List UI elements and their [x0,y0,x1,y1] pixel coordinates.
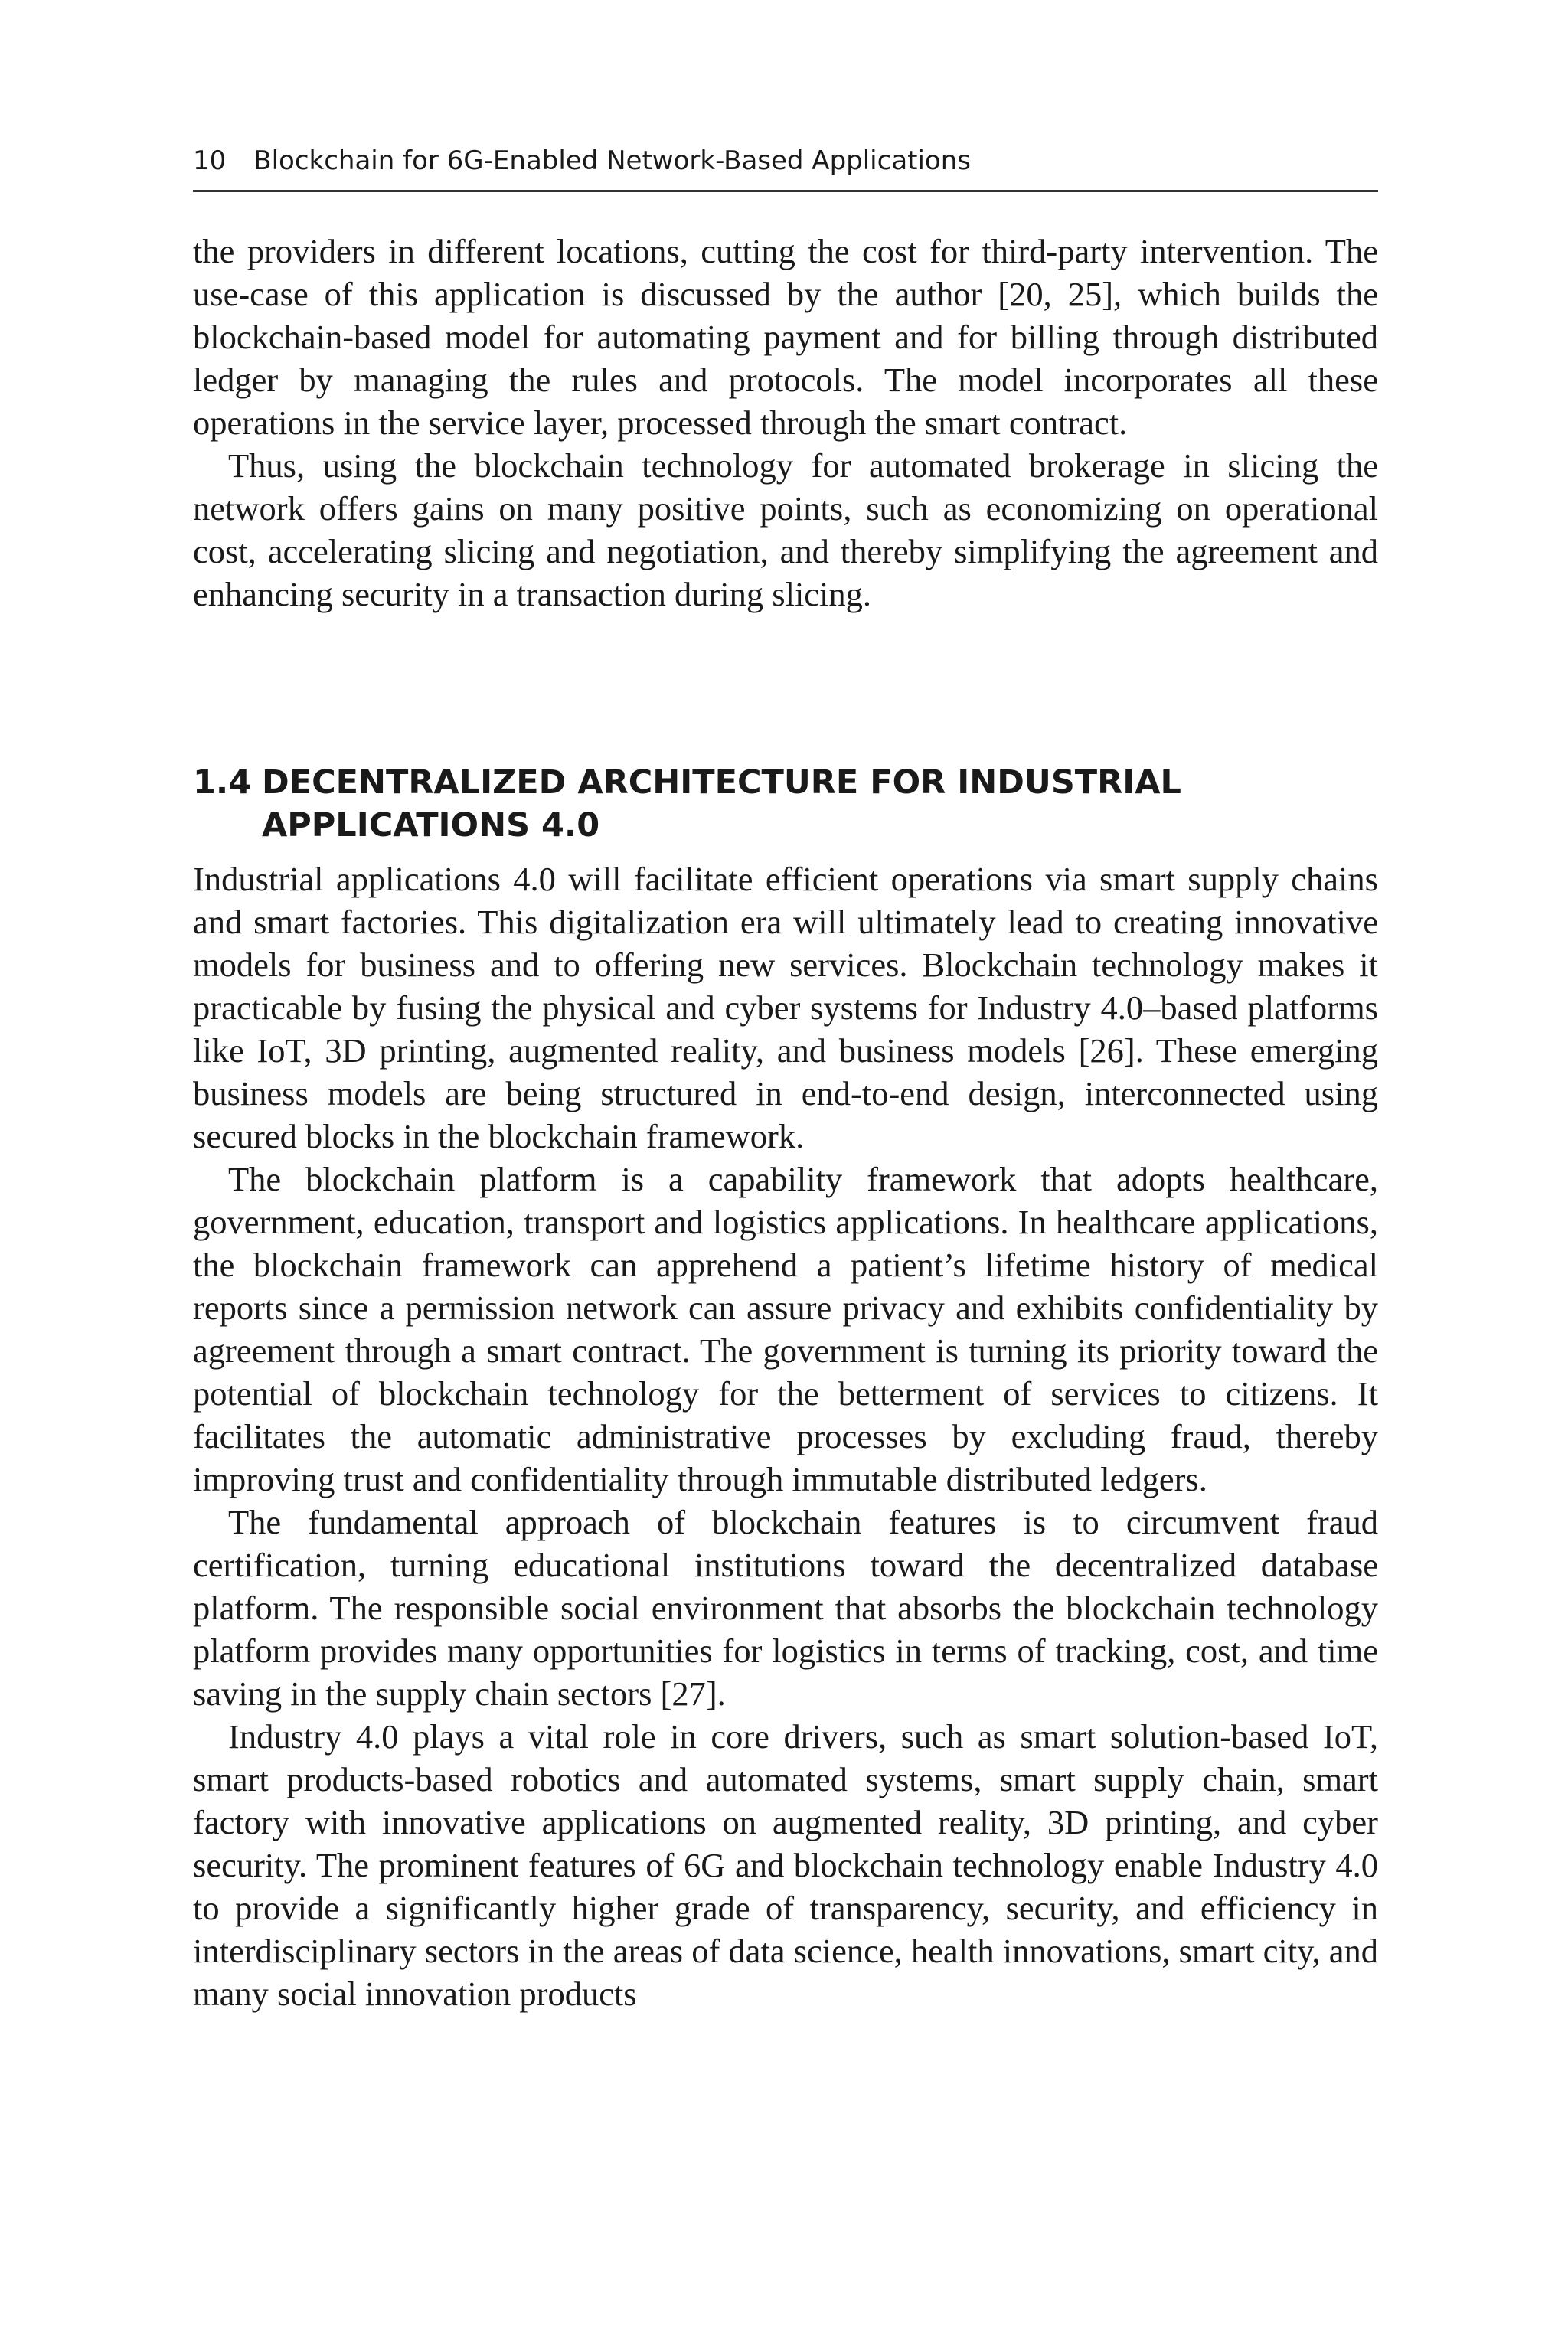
section-title: DECENTRALIZED ARCHITECTURE FOR INDUSTRIAL APPLICATIONS 4.0 [262,763,1181,844]
top-text-block [193,230,1378,616]
section-number: 1.4 [193,763,252,802]
paragraph: The fundamental approach of blockchain features is to circumvent fraud certification, turning educational institutions toward the decentralized database platform. The responsible social environment that absorbs the blockchain technology platform provides many opportunities for logistics in terms of tracking, cost, and time saving in the supply chain sectors [27]. [193,1503,1378,1713]
running-header [193,142,1378,179]
paragraph: The blockchain platform is a capability framework that adopts healthcare, government, education, transport and logistics applications. In healthcare applications, the blockchain framework can apprehend a patient’s lifetime history of medical reports since a permission network can assure privacy and exhibits confidentiality by agreement through a smart contract. The government is turning its priority toward the potential of blockchain technology for the betterment of services to citizens. It facilitates the automatic administrative processes by excluding fraud, thereby improving trust and confidentiality through immutable distributed ledgers. [193,1160,1378,1498]
header-rule [193,190,1378,192]
running-title: Blockchain for 6G-Enabled Network-Based Applications [253,145,971,176]
book-page [193,0,1378,2352]
section-text-block [193,858,1378,2015]
paragraph: Industry 4.0 plays a vital role in core drivers, such as smart solution-based IoT, smart products-based robotics and automated systems, smart supply chain, smart factory with innovative applications on augmented reality, 3D printing, and cyber security. The prominent features of 6G and blockchain technology enable Industry 4.0 to provide a significantly higher grade of transparency, security, and efficiency in interdisciplinary sectors in the areas of data science, health innovations, smart city, and many social innovation products [193,1717,1378,2013]
paragraph-continued: the providers in different locations, cutting the cost for third-party intervention. The use-case of this application is discussed by the author [20, 25], which builds the blockchain-based model for automating payment and for billing through distributed ledger by managing the rules and protocols. The model incorporates all these operations in the service layer, processed through the smart contract. [193,232,1378,442]
paragraph: Thus, using the blockchain technology for automated brokerage in slicing the network offers gains on many positive points, such as economizing on operational cost, accelerating slicing and negotiation, and thereby simplifying the agreement and enhancing security in a transaction during slicing. [193,446,1378,613]
section-heading [193,761,1378,847]
page-number: 10 [193,145,227,176]
paragraph: Industrial applications 4.0 will facilitate efficient operations via smart supply chains and smart factories. This digitalization era will ultimately lead to creating innovative models for business and to offering new services. Blockchain technology makes it practicable by fusing the physical and cyber systems for Industry 4.0–based platforms like IoT, 3D printing, augmented reality, and business models [26]. These emerging business models are being structured in end-to-end design, interconnected using secured blocks in the blockchain framework. [193,860,1378,1155]
